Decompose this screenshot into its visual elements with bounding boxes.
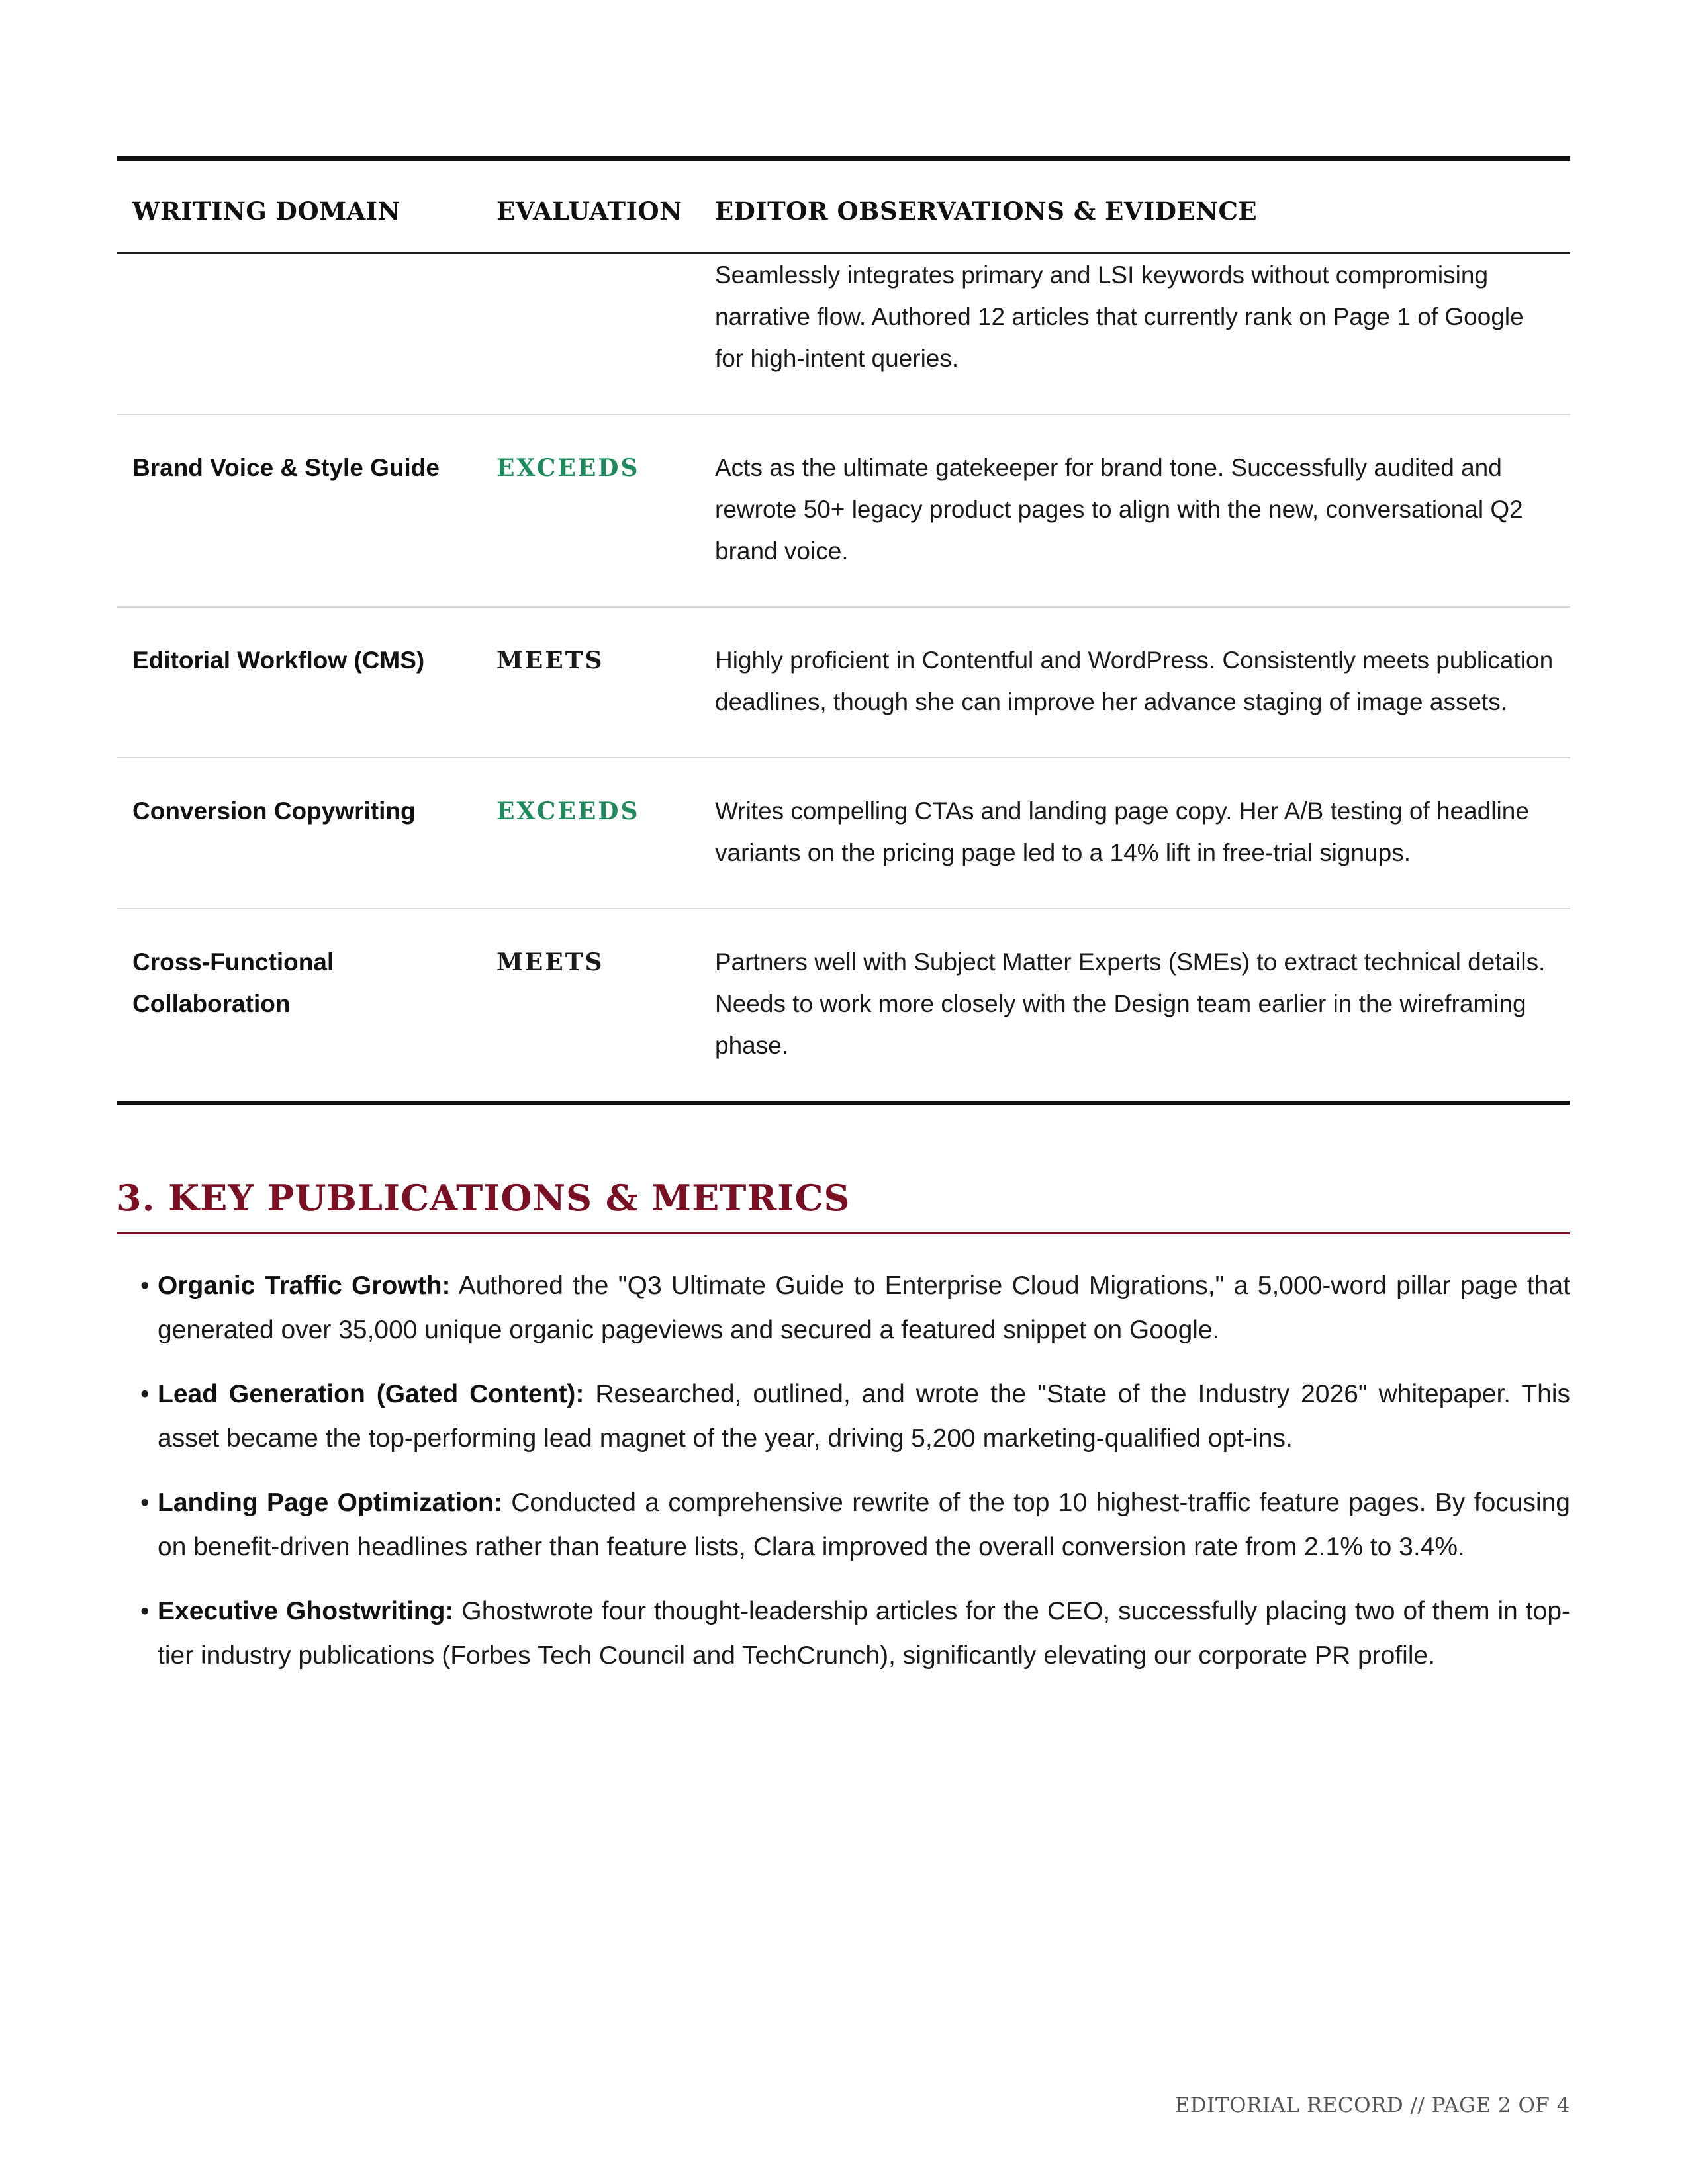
observation-cell: Highly proficient in Contentful and WordPress. Consistently meets publication deadlines, though she can improve her advance staging of image assets. xyxy=(699,607,1570,758)
table-row xyxy=(117,414,1570,607)
table-row xyxy=(117,909,1570,1103)
rating-cell xyxy=(481,909,699,1103)
domain-cell: Brand Voice & Style Guide xyxy=(117,414,481,607)
item-text: Authored the "Q3 Ultimate Guide to Enterprise Cloud Migrations," a 5,000-word pillar page that generated over 35,000 unique organic pageviews and secured a featured snippet on Google. xyxy=(158,1271,1570,1344)
domain-cell: Conversion Copywriting xyxy=(117,758,481,909)
observation-cell: Writes compelling CTAs and landing page copy. Her A/B testing of headline variants on the pricing page led to a 14% lift in free-trial signups. xyxy=(699,758,1570,909)
table-header-row xyxy=(117,159,1570,253)
domain-cell: Editorial Workflow (CMS) xyxy=(117,607,481,758)
header-observations: EDITOR OBSERVATIONS & EVIDENCE xyxy=(699,159,1570,253)
table-row xyxy=(117,253,1570,415)
rating-cell xyxy=(481,758,699,909)
rating-cell xyxy=(481,607,699,758)
domain-cell xyxy=(117,253,481,415)
table-row xyxy=(117,758,1570,909)
observation-cell: Seamlessly integrates primary and LSI keywords without compromising narrative flow. Authored 12 articles that currently rank on Page 1 of Google for high-intent queries. xyxy=(699,253,1570,415)
bullet-icon: • xyxy=(140,1597,150,1625)
evaluation-table xyxy=(117,156,1570,1105)
item-label: Lead Generation (Gated Content): xyxy=(158,1380,585,1408)
item-label: Executive Ghostwriting: xyxy=(158,1597,454,1625)
domain-cell: Cross-Functional Collaboration xyxy=(117,909,481,1103)
rating-cell xyxy=(481,253,699,415)
bullet-icon: • xyxy=(140,1271,150,1300)
list-item xyxy=(117,1372,1570,1461)
list-item xyxy=(117,1480,1570,1569)
page-content xyxy=(117,156,1570,1698)
header-evaluation: EVALUATION xyxy=(481,159,699,253)
bullet-icon: • xyxy=(140,1380,150,1408)
item-label: Organic Traffic Growth: xyxy=(158,1271,451,1300)
header-writing-domain: WRITING DOMAIN xyxy=(117,159,481,253)
item-label: Landing Page Optimization: xyxy=(158,1488,502,1517)
rating-badge: EXCEEDS xyxy=(496,454,640,482)
rating-badge: EXCEEDS xyxy=(496,797,640,825)
list-item xyxy=(117,1589,1570,1678)
table-row xyxy=(117,607,1570,758)
section-title: 3. KEY PUBLICATIONS & METRICS xyxy=(117,1177,1570,1234)
rating-badge: MEETS xyxy=(496,948,604,976)
item-text: Researched, outlined, and wrote the "State of the Industry 2026" whitepaper. This asset became the top-performing lead magnet of the year, driving 5,200 marketing-qualified opt-ins. xyxy=(158,1380,1570,1453)
bullet-icon: • xyxy=(140,1488,150,1517)
observation-cell: Acts as the ultimate gatekeeper for brand tone. Successfully audited and rewrote 50+ legacy product pages to align with the new, conversational Q2 brand voice. xyxy=(699,414,1570,607)
publications-list xyxy=(117,1263,1570,1678)
rating-badge: MEETS xyxy=(496,647,604,674)
item-text: Ghostwrote four thought-leadership articles for the CEO, successfully placing two of them in top-tier industry publications (Forbes Tech Council and TechCrunch), significantly elevating our corporate PR profile. xyxy=(158,1597,1570,1670)
rating-cell xyxy=(481,414,699,607)
observation-cell: Partners well with Subject Matter Experts (SMEs) to extract technical details. Needs to work more closely with the Design team earlier in the wireframing phase. xyxy=(699,909,1570,1103)
item-text: Conducted a comprehensive rewrite of the top 10 highest-traffic feature pages. By focusing on benefit-driven headlines rather than feature lists, Clara improved the overall conversion rate from 2.1% to 3.4%. xyxy=(158,1488,1570,1561)
page-footer: EDITORIAL RECORD // PAGE 2 OF 4 xyxy=(1174,2093,1570,2117)
list-item xyxy=(117,1263,1570,1352)
